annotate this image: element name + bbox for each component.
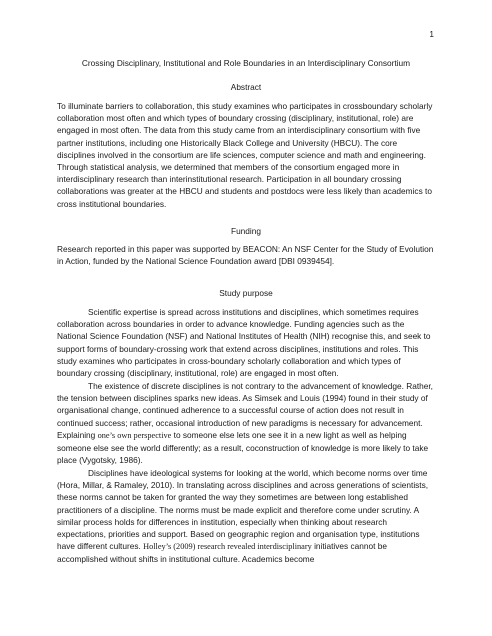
- study-purpose-heading: Study purpose: [219, 288, 273, 298]
- paragraph-2-text-c: to someone else lets one see it in a new light as well as helping someone else see the world differently; as a result, coconstruction of knowledge is more likely to take place (Vygotsky, 1986).: [57, 429, 429, 466]
- funding-text: Research reported in this paper was supported by BEACON: An NSF Center for the Study of Evolution in Action, funded by the National Science Foundation award [DBI 0939454].: [57, 244, 434, 267]
- paragraph-3-text-c: initiatives cannot be accomplished without shifts in institutional culture. Academics become: [57, 541, 387, 565]
- funding-heading: Funding: [231, 226, 261, 236]
- study-purpose-paragraph-2: [57, 380, 435, 466]
- abstract-heading: Abstract: [230, 82, 262, 92]
- abstract-text: To illuminate barriers to collaboration, this study examines who participates in crossboundary scholarly collaboration most often and which types of boundary crossing (disciplinary, institutional, role) are engaged in most often. The data from this study came from an interdisciplinary consortium with five partner institutions, including one Historically Black College and University (HBCU). The core disciplines involved in the consortium are life sciences, computer science and math and engineering. Through statistical analysis, we determined that members of the consortium engaged more in interdisciplinary research than interinstitutional research. Participation in all boundary crossing collaborations was greater at the HBCU and students and postdocs were less likely than academics to cross institutional boundaries.: [57, 101, 433, 209]
- paragraph-3-text-a: Disciplines have ideological systems for looking at the world, which become norms over time (Hora, Millar, & Ramaley, 2010). In translating across disciplines and across generations of scientists, these norms cannot be taken for granted the way they sometimes are between long established practitioners of a discipline. The norms must be made explicit and therefore come under scrutiny. A similar process holds for differences in institution, especially when thinking about research expectations, priorities and support. Based on geographic region and organisation type, institutions have different cultures.: [57, 468, 429, 552]
- paper-title: Crossing Disciplinary, Institutional and Role Boundaries in an Interdisciplinary Consortium: [81, 58, 411, 68]
- study-purpose-paragraph-3: [57, 467, 435, 566]
- paragraph-2-text-a: The existence of discrete disciplines is not contrary to the advancement of knowledge. Rather, the tension between disciplines sparks new ideas. As Simsek and Louis (1994) found in their study of organisational change, continued adherence to a successful course of action does not result in continued success; rather, occasional introduction of new paradigms is necessary for advancement. Explaining: [57, 381, 433, 440]
- study-purpose-paragraph-1: Scientific expertise is spread across institutions and disciplines, which sometimes requires collaboration across boundaries in order to advance knowledge. Funding agencies such as the National Science Foundation (NSF) and National Institutes of Health (NIH) recognise this, and seek to support forms of boundary-crossing work that extend across disciplines, institutions and roles. This study examines who participates in cross-boundary scholarly collaboration and which types of boundary crossing (disciplinary, institutional, role) are engaged in most often.: [57, 307, 431, 379]
- paragraph-3-text-b: Holley’s (2009) research revealed interdisciplinary: [143, 542, 312, 552]
- page-number: 1: [429, 29, 434, 39]
- paragraph-2-text-b: one’s own perspective: [97, 430, 172, 440]
